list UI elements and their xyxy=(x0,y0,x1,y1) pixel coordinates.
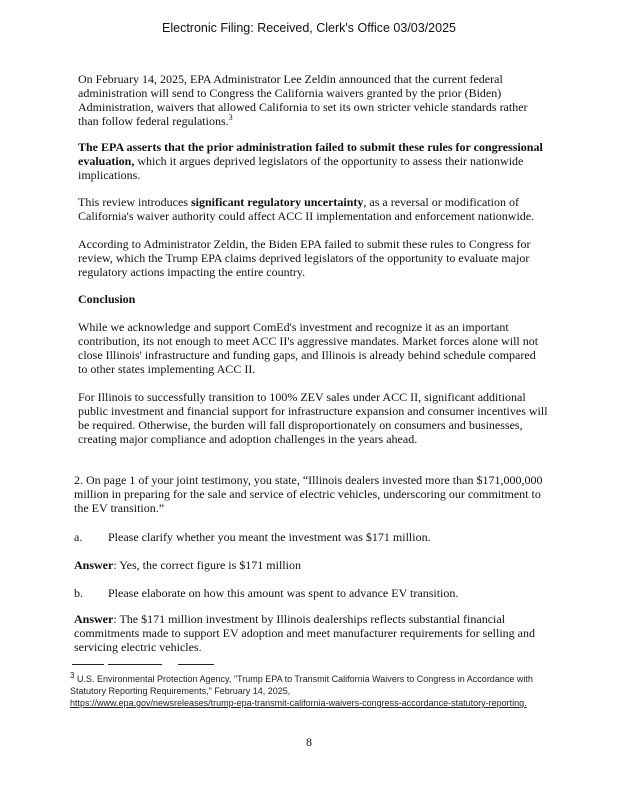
paragraph-text: , as a reversal or modification of California's waiver authority could affect ACC II implementation and enforcement nationwide. xyxy=(78,195,535,223)
footnote-link[interactable]: https://www.epa.gov/newsreleases/trump-epa-transmit-california-waivers-congress-accordance-statutory-reporting. xyxy=(70,698,527,708)
item-a-label: a. xyxy=(74,530,83,544)
footnote-reference: 3 xyxy=(228,113,233,122)
answer-b xyxy=(74,612,548,654)
footnote-separator xyxy=(178,664,214,665)
paragraph-zeldin-announcement xyxy=(78,72,548,128)
paragraph-epa-assertion xyxy=(78,140,548,182)
question-text: 2. On page 1 of your joint testimony, you state, “Illinois dealers invested more than $171,000,000 million in preparing for the sale and service of electric vehicles, underscoring our commitment to the EV transition.” xyxy=(74,473,543,515)
item-b-text: Please elaborate on how this amount was spent to advance EV transition. xyxy=(108,586,459,600)
paragraph-text: On February 14, 2025, EPA Administrator Lee Zeldin announced that the current federal administration will send to Congress the California waivers granted by the prior (Biden) Administration, waivers that allowed California to set its own stricter vehicle standards rather than follow federal regulations. xyxy=(78,72,528,128)
bold-assertion: The EPA asserts that the prior administration failed to submit these rules for congressional evaluation, xyxy=(78,140,543,168)
answer-label: Answer xyxy=(74,612,114,626)
answer-a xyxy=(74,558,544,572)
paragraph-text: While we acknowledge and support ComEd's investment and recognize it as an important contribution, its not enough to meet ACC II's aggressive mandates. Market forces alone will not close Illinois' infrastructure and funding gaps, and Illinois is already behind schedule compared to other states implementing ACC II. xyxy=(78,320,539,376)
bold-uncertainty: significant regulatory uncertainty xyxy=(190,195,364,209)
paragraph-regulatory-uncertainty xyxy=(78,195,548,223)
answer-label: Answer xyxy=(74,558,114,572)
paragraph-text: For Illinois to successfully transition to 100% ZEV sales under ACC II, significant additional public investment and financial support for infrastructure expansion and consumer incentives will be required. Otherwise, the burden will fall disproportionately on consumers and businesses, creating major compliance and adoption challenges in the years ahead. xyxy=(78,390,548,446)
footnote-text: U.S. Environmental Protection Agency, "Trump EPA to Transmit California Waivers to Congress in Accordance with Statutory Reporting Requirements," February 14, 2025, xyxy=(70,674,533,696)
filing-stamp-header: Electronic Filing: Received, Clerk's Office 03/03/2025 xyxy=(162,21,456,35)
paragraph-lead: This review introduces xyxy=(78,195,191,209)
item-a-text: Please clarify whether you meant the investment was $171 million. xyxy=(108,530,431,544)
conclusion-heading: Conclusion xyxy=(78,292,136,306)
paragraph-text: According to Administrator Zeldin, the Biden EPA failed to submit these rules to Congress for review, which the Trump EPA claims deprived legislators of the opportunity to evaluate major regulatory actions impacting the entire country. xyxy=(78,237,531,279)
item-b-label: b. xyxy=(74,586,83,600)
paragraph-zeldin-claim xyxy=(78,237,548,279)
footnote xyxy=(70,673,546,709)
footnote-separator xyxy=(72,664,104,665)
paragraph-text: which it argues deprived legislators of the opportunity to assess their nationwide implications. xyxy=(78,154,524,182)
page-number: 8 xyxy=(306,735,312,749)
answer-text: : The $171 million investment by Illinois dealerships reflects substantial financial commitments made to support EV adoption and meet manufacturer requirements for selling and servicing electric vehicles. xyxy=(74,612,535,654)
footnote-number: 3 xyxy=(70,671,75,680)
paragraph-illinois-transition xyxy=(78,390,548,446)
answer-text: : Yes, the correct figure is $171 million xyxy=(113,558,301,572)
footnote-separator xyxy=(108,664,162,665)
question-2 xyxy=(74,473,548,515)
paragraph-comed-investment xyxy=(78,320,548,376)
